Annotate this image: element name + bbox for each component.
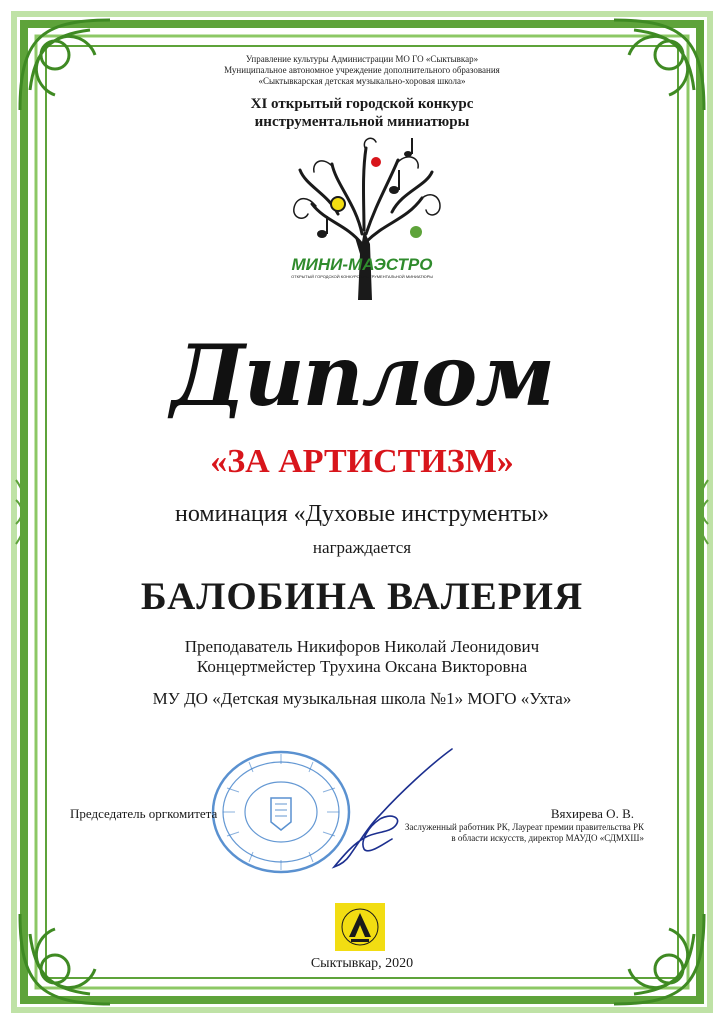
org-line-2: Муниципальное автономное учреждение дополнительного образования (224, 65, 500, 75)
award-title: «ЗА АРТИСТИЗМ» (210, 443, 514, 480)
signer-title (344, 822, 644, 844)
music-tree-logo (276, 134, 448, 300)
diploma-heading: Диплом (170, 326, 554, 425)
org-line-1: Управление культуры Администрации МО ГО «Сыктывкар» (245, 54, 479, 64)
logo-subtitle: ОТКРЫТЫЙ ГОРОДСКОЙ КОНКУРС ИНСТРУМЕНТАЛЬНОЙ МИНИАТЮРЫ (291, 274, 433, 279)
contest-title-line-1: XI открытый городской конкурс (250, 96, 474, 112)
handwritten-signature (320, 745, 460, 875)
contest-title (0, 95, 724, 131)
city-year: Сыктывкар, 2020 (310, 956, 414, 971)
school-emblem-badge (335, 903, 385, 951)
organization-header (0, 54, 724, 87)
nomination-text: номинация «Духовые инструменты» (175, 501, 549, 527)
org-line-3: «Сыктывкарская детская музыкально-хоровая школа» (258, 76, 466, 86)
logo-title: МИНИ-МАЭСТРО (291, 255, 433, 274)
signer-title-line-2: в области искусств, директор МАУДО «СДМХШ» (451, 833, 644, 843)
school-line: МУ ДО «Детская музыкальная школа №1» МОГО «Ухта» (152, 689, 572, 708)
chair-label: Председатель оргкомитета (70, 806, 218, 821)
signer-title-line-1: Заслуженный работник РК, Лауреат премии правительства РК (404, 822, 644, 832)
accompanist-line: Концертмейстер Трухина Оксана Викторовна (196, 657, 528, 676)
contest-title-line-2: инструментальной миниатюры (254, 114, 470, 130)
signer-name: Вяхирева О. В. (550, 806, 634, 821)
teacher-line: Преподаватель Никифоров Николай Леонидович (184, 637, 540, 656)
awarded-label: награждается (312, 538, 412, 557)
recipient-name: БАЛОБИНА ВАЛЕРИЯ (140, 575, 584, 618)
